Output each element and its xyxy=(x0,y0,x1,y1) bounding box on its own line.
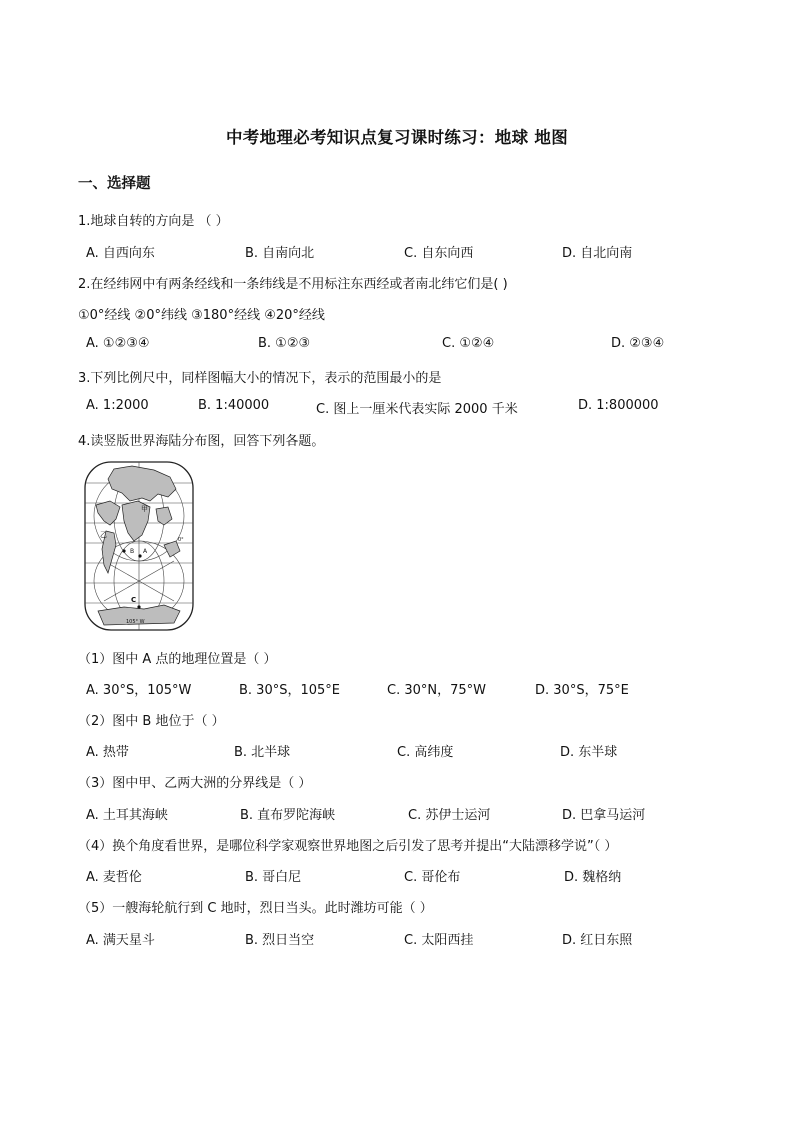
question-2-statements: ①0°经线 ②0°纬线 ③180°经线 ④20°经线 xyxy=(78,308,325,323)
q3-option-b[interactable]: B. 1:40000 xyxy=(198,398,270,413)
q2-option-c[interactable]: C. ①②④ xyxy=(442,336,495,351)
sq2-option-b[interactable]: B. 北半球 xyxy=(234,745,291,760)
sq3-option-b[interactable]: B. 直布罗陀海峡 xyxy=(240,808,336,823)
sq5-option-b[interactable]: B. 烈日当空 xyxy=(245,933,315,948)
section-heading: 一、选择题 xyxy=(78,176,151,192)
sq1-option-a[interactable]: A. 30°S，105°W xyxy=(86,683,192,698)
sub-question-1-stem: （1）图中 A 点的地理位置是（ ） xyxy=(78,652,277,667)
label-jia: 甲 xyxy=(141,505,148,513)
sq2-option-a[interactable]: A. 热带 xyxy=(86,745,129,760)
q1-option-b[interactable]: B. 自南向北 xyxy=(245,246,315,261)
label-zero-degree: 0° xyxy=(178,537,184,543)
point-a-marker xyxy=(138,554,141,557)
page-title: 中考地理必考知识点复习课时练习：地球 地图 xyxy=(225,128,569,147)
sq3-option-c[interactable]: C. 苏伊士运河 xyxy=(408,808,491,823)
q2-option-d[interactable]: D. ②③④ xyxy=(611,336,665,351)
q1-option-c[interactable]: C. 自东向西 xyxy=(404,246,474,261)
q1-option-a[interactable]: A. 自西向东 xyxy=(86,246,155,261)
q3-option-c[interactable]: C. 图上一厘米代表实际 2000 千米 xyxy=(316,402,518,417)
sq4-option-b[interactable]: B. 哥白尼 xyxy=(245,870,302,885)
point-c-marker xyxy=(137,605,140,608)
sub-question-4-stem: （4）换个角度看世界，是哪位科学家观察世界地图之后引发了思考并提出“大陆漂移学说”（ ） xyxy=(78,839,618,854)
sq2-option-c[interactable]: C. 高纬度 xyxy=(397,745,454,760)
label-c: C xyxy=(131,596,137,604)
sq2-option-d[interactable]: D. 东半球 xyxy=(560,745,618,760)
q3-option-a[interactable]: A. 1:2000 xyxy=(86,398,149,413)
sq1-option-d[interactable]: D. 30°S，75°E xyxy=(535,683,629,698)
sq4-option-c[interactable]: C. 哥伦布 xyxy=(404,870,461,885)
q1-option-d[interactable]: D. 自北向南 xyxy=(562,246,633,261)
sq4-option-d[interactable]: D. 魏格纳 xyxy=(564,870,622,885)
sq3-option-a[interactable]: A. 土耳其海峡 xyxy=(86,808,168,823)
sub-question-3-stem: （3）图中甲、乙两大洲的分界线是（ ） xyxy=(78,776,312,791)
sq1-option-b[interactable]: B. 30°S，105°E xyxy=(239,683,341,698)
sq3-option-d[interactable]: D. 巴拿马运河 xyxy=(562,808,646,823)
label-105w: 105° W xyxy=(126,619,145,625)
world-map-figure xyxy=(84,461,194,631)
sq5-option-c[interactable]: C. 太阳西挂 xyxy=(404,933,474,948)
sq4-option-a[interactable]: A. 麦哲伦 xyxy=(86,870,142,885)
q2-option-a[interactable]: A. ①②③④ xyxy=(86,336,150,351)
question-1-stem: 1.地球自转的方向是 （ ） xyxy=(78,214,229,229)
sub-question-5-stem: （5）一艘海轮航行到 C 地时，烈日当头。此时潍坊可能（ ） xyxy=(78,901,433,916)
point-b-marker xyxy=(122,549,125,552)
sq1-option-c[interactable]: C. 30°N，75°W xyxy=(387,683,487,698)
label-b: B xyxy=(130,548,135,555)
q3-option-d[interactable]: D. 1:800000 xyxy=(578,398,659,413)
label-yi: 乙 xyxy=(100,531,107,539)
question-3-stem: 3.下列比例尺中，同样图幅大小的情况下，表示的范围最小的是 xyxy=(78,371,442,386)
sub-question-2-stem: （2）图中 B 地位于（ ） xyxy=(78,714,225,729)
question-4-stem: 4.读竖版世界海陆分布图，回答下列各题。 xyxy=(78,434,325,449)
label-a: A xyxy=(143,548,148,555)
question-2-stem: 2.在经纬网中有两条经线和一条纬线是不用标注东西经或者南北纬它们是( ) xyxy=(78,277,508,292)
sq5-option-d[interactable]: D. 红日东照 xyxy=(562,933,633,948)
q2-option-b[interactable]: B. ①②③ xyxy=(258,336,311,351)
sq5-option-a[interactable]: A. 满天星斗 xyxy=(86,933,155,948)
